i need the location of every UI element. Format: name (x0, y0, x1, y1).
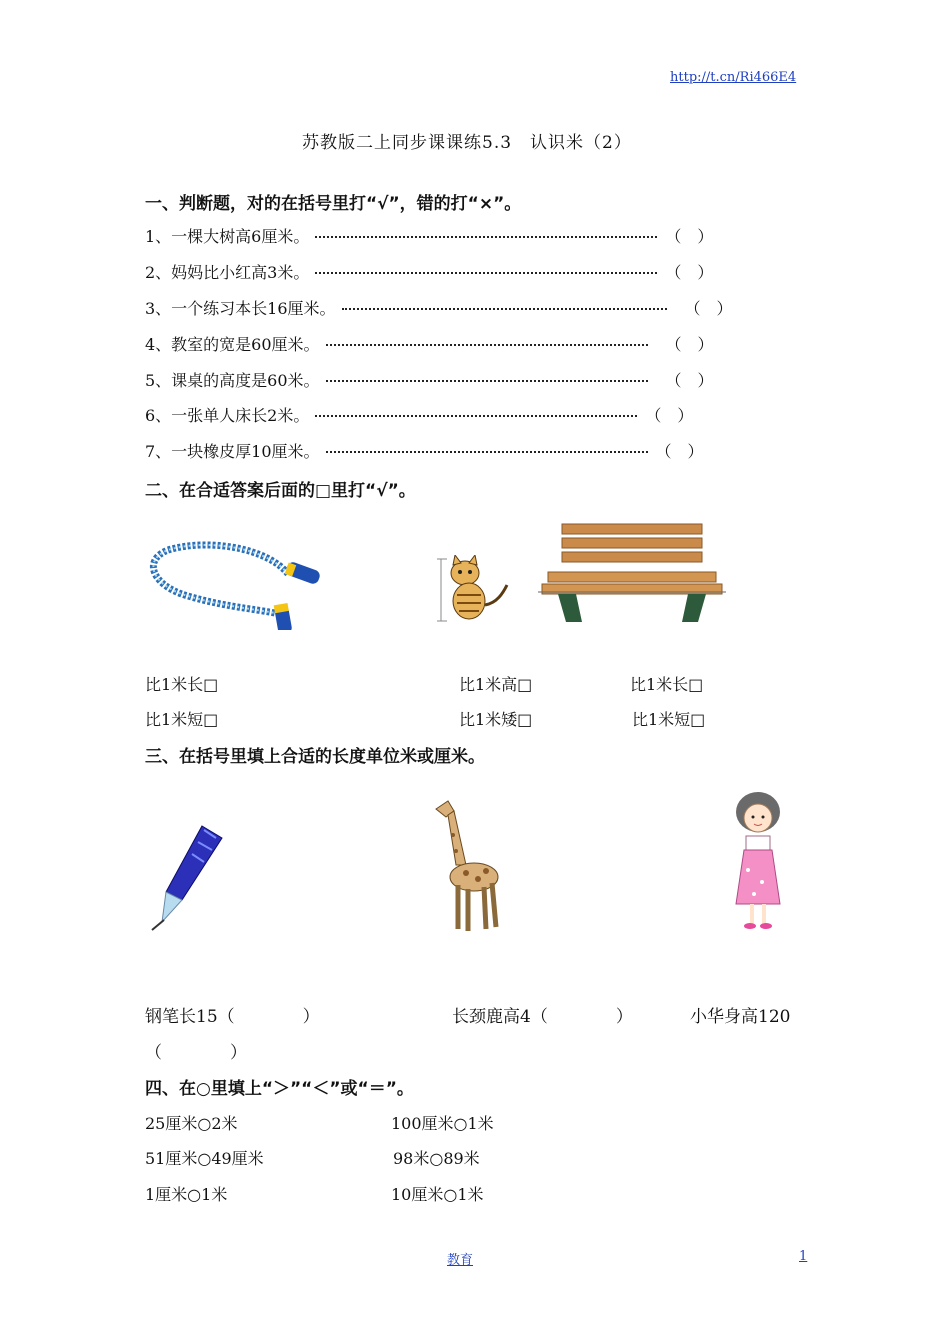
answer-paren[interactable]: （ ） (684, 299, 733, 318)
compare-item[interactable]: 10厘米○1米 (391, 1185, 484, 1204)
compare-item[interactable]: 1厘米○1米 (145, 1185, 228, 1204)
dot-leader (326, 343, 648, 346)
section2-heading: 二、在合适答案后面的□里打“√”。 (145, 481, 416, 501)
judge-text: 5、课桌的高度是60米。 (145, 371, 320, 390)
answer-paren[interactable]: （ ） (665, 263, 714, 282)
judge-item (145, 368, 714, 391)
compare-item[interactable]: 25厘米○2米 (145, 1114, 238, 1133)
girl-answer-paren[interactable]: （ ） (145, 1043, 247, 1063)
bench-option-shorter[interactable]: 比1米短□ (632, 710, 706, 729)
judge-item (145, 224, 713, 247)
section1-heading: 一、判断题，对的在括号里打“√”，错的打“×”。 (145, 194, 522, 214)
dot-leader (315, 414, 637, 417)
section3-heading: 三、在括号里填上合适的长度单位米或厘米。 (145, 747, 485, 767)
dot-leader (326, 450, 648, 453)
girl-image (728, 790, 788, 932)
dot-leader (326, 379, 648, 382)
answer-paren[interactable]: （ ） (655, 442, 704, 461)
rope-option-shorter[interactable]: 比1米短□ (145, 710, 219, 729)
pen-image (142, 822, 228, 932)
answer-paren[interactable]: （ ） (665, 371, 714, 390)
rope-option-longer[interactable]: 比1米长□ (145, 675, 219, 694)
girl-question: 小华身高120 (690, 1007, 791, 1027)
cat-option-taller[interactable]: 比1米高□ (459, 675, 533, 694)
judge-item (145, 332, 714, 355)
compare-item[interactable]: 98米○89米 (393, 1149, 480, 1168)
page-title: 苏教版二上同步课课练5.3 认识米（2） (302, 133, 632, 153)
footer-link[interactable]: 教育 (447, 1253, 474, 1268)
judge-item (145, 260, 713, 283)
judge-item (145, 439, 704, 462)
pen-question: 钢笔长15（ ） (145, 1007, 320, 1027)
dot-leader (315, 235, 657, 238)
cat-option-shorter[interactable]: 比1米矮□ (459, 710, 533, 729)
judge-text: 1、一棵大树高6厘米。 (145, 227, 310, 246)
bench-image (538, 522, 726, 626)
dot-leader (315, 271, 657, 274)
header-link[interactable]: http://t.cn/Ri466E4 (670, 70, 797, 85)
compare-item[interactable]: 51厘米○49厘米 (145, 1149, 264, 1168)
giraffe-question: 长颈鹿高4（ ） (452, 1007, 633, 1027)
compare-item[interactable]: 100厘米○1米 (391, 1114, 494, 1133)
cat-image (435, 555, 515, 625)
judge-text: 7、一块橡皮厚10厘米。 (145, 442, 320, 461)
judge-text: 2、妈妈比小红高3米。 (145, 263, 310, 282)
judge-item (145, 403, 693, 426)
section4-heading: 四、在○里填上“＞”“＜”或“＝”。 (145, 1079, 414, 1099)
answer-paren[interactable]: （ ） (665, 335, 714, 354)
judge-item (145, 296, 733, 319)
judge-text: 3、一个练习本长16厘米。 (145, 299, 336, 318)
dot-leader (342, 307, 667, 310)
page-number: 1 (799, 1249, 808, 1264)
judge-text: 6、一张单人床长2米。 (145, 406, 310, 425)
bench-option-longer[interactable]: 比1米长□ (630, 675, 704, 694)
answer-paren[interactable]: （ ） (665, 227, 714, 246)
giraffe-image (426, 795, 506, 935)
answer-paren[interactable]: （ ） (645, 406, 694, 425)
judge-text: 4、教室的宽是60厘米。 (145, 335, 320, 354)
jump-rope-image (148, 538, 320, 630)
